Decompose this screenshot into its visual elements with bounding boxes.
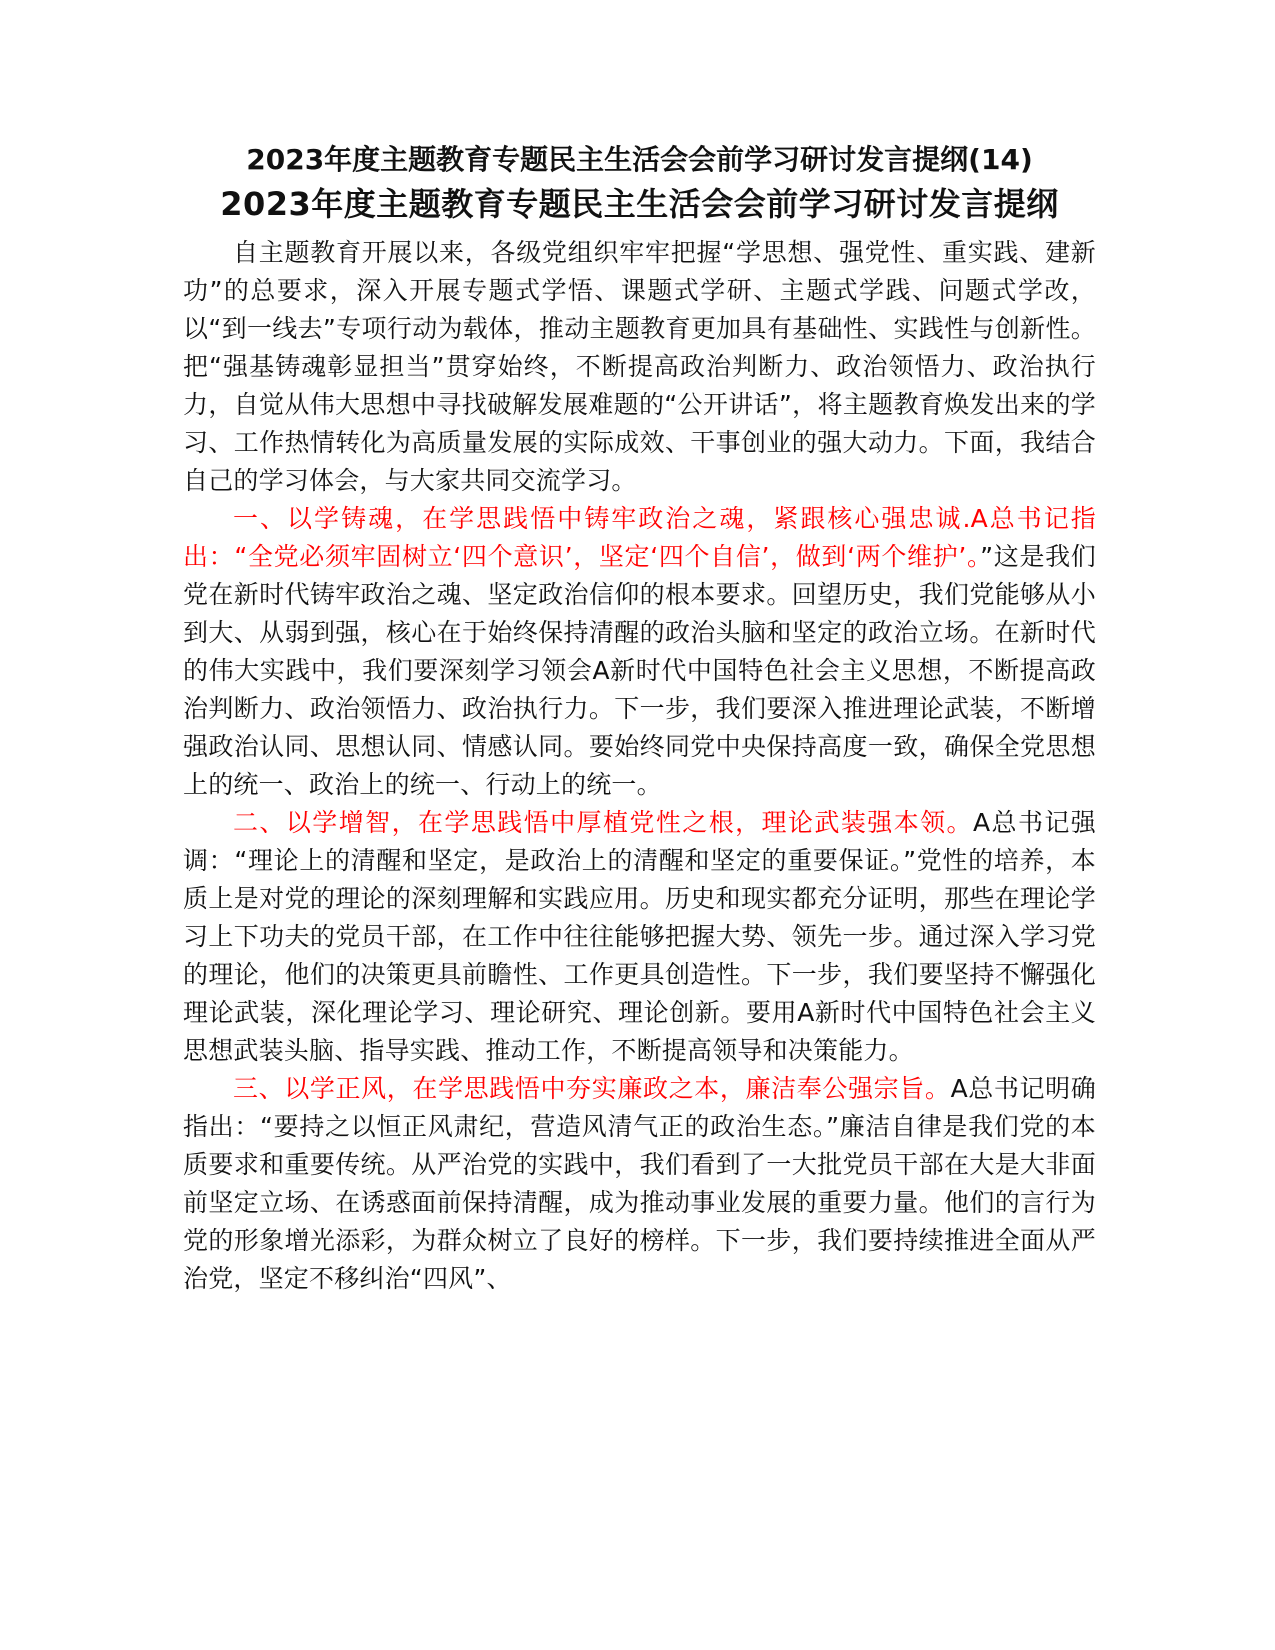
section-paragraph-3 [183, 1070, 1096, 1298]
document-page [183, 140, 1096, 1298]
section-heading-2: 二、以学增智，在学思践悟中厚植党性之根，理论武装强本领。 [233, 808, 973, 837]
section-heading-1: 一、以学铸魂，在学思践悟中铸牢政治之魂，紧跟核心强忠诚.A总书记指出：“全党必须牢固树立‘四个意识’，坚定‘四个自信’，做到‘两个维护’。 [183, 504, 1096, 571]
section-body-1: ”这是我们党在新时代铸牢政治之魂、坚定政治信仰的根本要求。回望历史，我们党能够从小到大、从弱到强，核心在于始终保持清醒的政治头脑和坚定的政治立场。在新时代的伟大实践中，我们要深刻学习领会A新时代中国特色社会主义思想，不断提高政治判断力、政治领悟力、政治执行力。下一步，我们要深入推进理论武装，不断增强政治认同、思想认同、情感认同。要始终同党中央保持高度一致，确保全党思想上的统一、政治上的统一、行动上的统一。 [183, 542, 1096, 799]
section-body-2: A总书记强调：“理论上的清醒和坚定，是政治上的清醒和坚定的重要保证。”党性的培养，本质上是对党的理论的深刻理解和实践应用。历史和现实都充分证明，那些在理论学习上下功夫的党员干部，在工作中往往能够把握大势、领先一步。通过深入学习党的理论，他们的决策更具前瞻性、工作更具创造性。下一步，我们要坚持不懈强化理论武装，深化理论学习、理论研究、理论创新。要用A新时代中国特色社会主义思想武装头脑、指导实践、推动工作，不断提高领导和决策能力。 [183, 808, 1096, 1065]
section-heading-3: 三、以学正风，在学思践悟中夯实廉政之本，廉洁奉公强宗旨。 [233, 1074, 951, 1103]
document-title: 2023年度主题教育专题民主生活会会前学习研讨发言提纲(14) [246, 143, 1033, 176]
intro-paragraph: 自主题教育开展以来，各级党组织牢牢把握“学思想、强党性、重实践、建新功”的总要求，深入开展专题式学悟、课题式学研、主题式学践、问题式学改，以“到一线去”专项行动为载体，推动主题教育更加具有基础性、实践性与创新性。把“强基铸魂彰显担当”贯穿始终，不断提高政治判断力、政治领悟力、政治执行力，自觉从伟大思想中寻找破解发展难题的“公开讲话”，将主题教育焕发出来的学习、工作热情转化为高质量发展的实际成效、干事创业的强大动力。下面，我结合自己的学习体会，与大家共同交流学习。 [183, 238, 1096, 495]
section-body-3: A总书记明确指出：“要持之以恒正风肃纪，营造风清气正的政治生态。”廉洁自律是我们党的本质要求和重要传统。从严治党的实践中，我们看到了一大批党员干部在大是大非面前坚定立场、在诱惑面前保持清醒，成为推动事业发展的重要力量。他们的言行为党的形象增光添彩，为群众树立了良好的榜样。下一步，我们要持续推进全面从严治党，坚定不移纠治“四风”、 [183, 1074, 1096, 1293]
document-subtitle: 2023年度主题教育专题民主生活会会前学习研讨发言提纲 [220, 185, 1059, 223]
section-paragraph-2 [183, 804, 1096, 1070]
section-paragraph-1 [183, 500, 1096, 804]
